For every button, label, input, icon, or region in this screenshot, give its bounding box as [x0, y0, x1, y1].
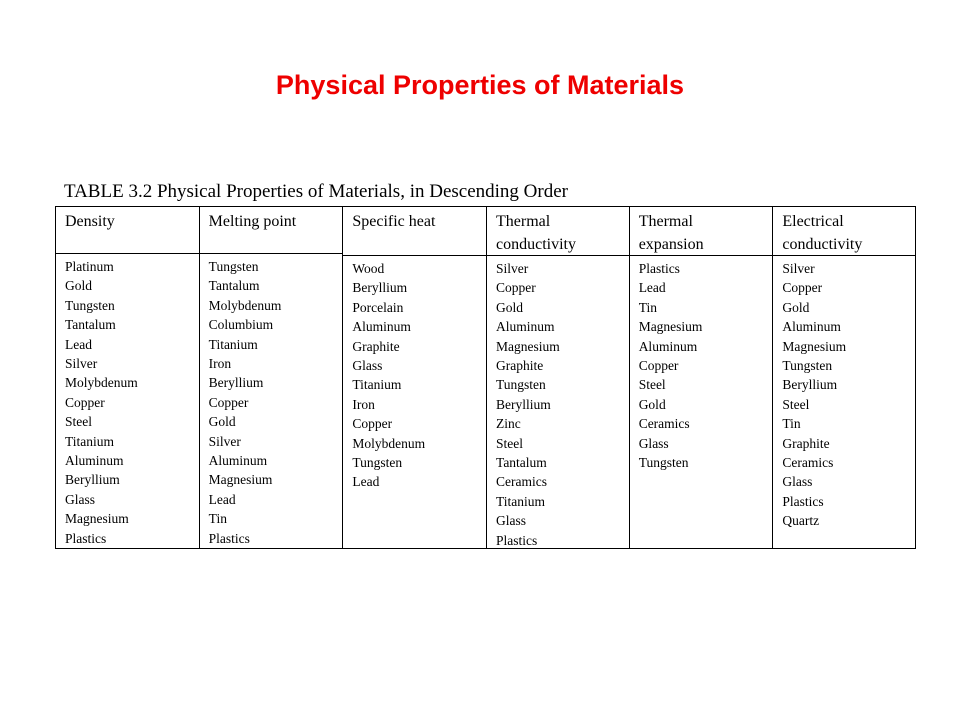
header-line-2: expansion	[638, 236, 704, 253]
list-item: Tantalum	[208, 278, 260, 294]
header-line-2: conductivity	[496, 236, 576, 253]
list-item: Quartz	[782, 513, 820, 529]
header-line-1: Thermal	[638, 213, 693, 230]
list-item: Tungsten	[782, 358, 833, 374]
list-item: Tantalum	[65, 317, 116, 333]
column-header	[630, 207, 773, 256]
list-item: Copper	[782, 280, 823, 296]
list-item: Titanium	[65, 433, 115, 449]
list-item: Magnesium	[638, 319, 703, 335]
list-item: Glass	[352, 358, 383, 374]
column-items	[487, 256, 629, 550]
list-item: Beryllium	[352, 280, 408, 296]
list-item: Titanium	[496, 493, 546, 509]
column-header	[487, 207, 629, 256]
column-items	[56, 254, 199, 548]
header-line-1: Density	[65, 213, 115, 230]
list-item: Silver	[65, 355, 98, 371]
column-header	[56, 207, 199, 254]
list-item: Copper	[352, 416, 393, 432]
column-specific-heat	[342, 207, 486, 548]
column-header	[343, 207, 486, 256]
column-items	[630, 256, 773, 472]
list-item: Aluminum	[208, 452, 268, 468]
header-line-1: Electrical	[782, 213, 844, 230]
list-item: Lead	[208, 491, 236, 507]
list-item: Beryllium	[208, 375, 264, 391]
list-item: Gold	[65, 278, 92, 294]
list-item: Gold	[496, 299, 524, 315]
list-item: Steel	[496, 435, 524, 451]
column-header	[773, 207, 915, 256]
list-item: Gold	[208, 414, 236, 430]
list-item: Plastics	[208, 530, 250, 546]
list-item: Molybdenum	[208, 297, 282, 313]
list-item: Tungsten	[65, 297, 115, 313]
list-item: Plastics	[782, 493, 824, 509]
list-item: Steel	[782, 396, 810, 412]
list-item: Tantalum	[496, 455, 547, 471]
list-item: Wood	[352, 261, 385, 276]
list-item: Graphite	[352, 338, 400, 354]
list-item: Magnesium	[496, 338, 560, 354]
list-item: Tungsten	[638, 455, 689, 471]
list-item: Gold	[782, 299, 810, 315]
list-item: Molybdenum	[352, 435, 426, 451]
list-item: Lead	[352, 474, 380, 490]
list-item: Steel	[65, 414, 92, 430]
list-item: Glass	[65, 491, 95, 507]
list-item: Magnesium	[782, 338, 847, 354]
list-item: Ceramics	[496, 474, 547, 490]
list-item: Platinum	[65, 258, 114, 274]
list-item: Ceramics	[638, 416, 690, 432]
list-item: Lead	[65, 336, 92, 352]
list-item: Glass	[638, 435, 669, 451]
list-item: Tin	[782, 416, 801, 432]
list-item: Tungsten	[352, 455, 403, 471]
list-item: Ceramics	[782, 455, 834, 471]
list-item: Beryllium	[496, 396, 551, 412]
list-item: Molybdenum	[65, 375, 138, 391]
column-melting-point	[199, 207, 343, 548]
list-item: Columbium	[208, 317, 274, 333]
list-item: Titanium	[352, 377, 402, 393]
column-thermal-conductivity	[486, 207, 629, 548]
list-item: Silver	[496, 261, 529, 276]
header-line-1: Melting point	[208, 213, 297, 230]
list-item: Copper	[208, 394, 249, 410]
list-item: Tungsten	[496, 377, 546, 393]
list-item: Aluminum	[782, 319, 841, 335]
list-item: Iron	[352, 396, 375, 412]
list-item: Zinc	[496, 416, 521, 432]
list-item: Steel	[638, 377, 666, 393]
column-items	[200, 254, 343, 548]
list-item: Graphite	[782, 435, 830, 451]
list-item: Plastics	[65, 530, 107, 546]
list-item: Aluminum	[496, 319, 555, 335]
list-item: Tin	[638, 299, 657, 315]
list-item: Silver	[208, 433, 241, 449]
list-item: Beryllium	[65, 472, 120, 488]
list-item: Magnesium	[208, 472, 273, 488]
list-item: Copper	[65, 394, 105, 410]
list-item: Tungsten	[208, 258, 259, 274]
list-item: Lead	[638, 280, 666, 296]
list-item: Magnesium	[65, 511, 129, 527]
slide-title: Physical Properties of Materials	[275, 70, 685, 100]
list-item: Titanium	[208, 336, 258, 352]
column-items	[343, 256, 486, 492]
properties-table	[55, 206, 916, 549]
list-item: Aluminum	[352, 319, 411, 335]
header-line-2: conductivity	[782, 236, 863, 253]
list-item: Tin	[208, 511, 227, 527]
list-item: Silver	[782, 261, 815, 276]
header-line-1: Specific heat	[352, 213, 436, 230]
list-item: Copper	[638, 358, 679, 374]
header-line-1: Thermal	[496, 213, 551, 230]
list-item: Glass	[782, 474, 813, 490]
list-item: Gold	[638, 396, 666, 412]
list-item: Graphite	[496, 358, 544, 374]
list-item: Iron	[208, 355, 232, 371]
list-item: Plastics	[496, 532, 538, 548]
list-item: Copper	[496, 280, 536, 296]
list-item: Aluminum	[638, 338, 698, 354]
list-item: Porcelain	[352, 299, 404, 315]
list-item: Plastics	[638, 261, 680, 276]
column-density	[56, 207, 199, 548]
table-caption: TABLE 3.2 Physical Properties of Materials, in Descending Order	[64, 181, 568, 202]
column-header	[200, 207, 343, 254]
list-item: Beryllium	[782, 377, 838, 393]
column-electrical-conductivity	[772, 207, 915, 548]
list-item: Aluminum	[65, 452, 124, 468]
column-items	[773, 256, 915, 531]
column-thermal-expansion	[629, 207, 773, 548]
list-item: Glass	[496, 513, 527, 529]
